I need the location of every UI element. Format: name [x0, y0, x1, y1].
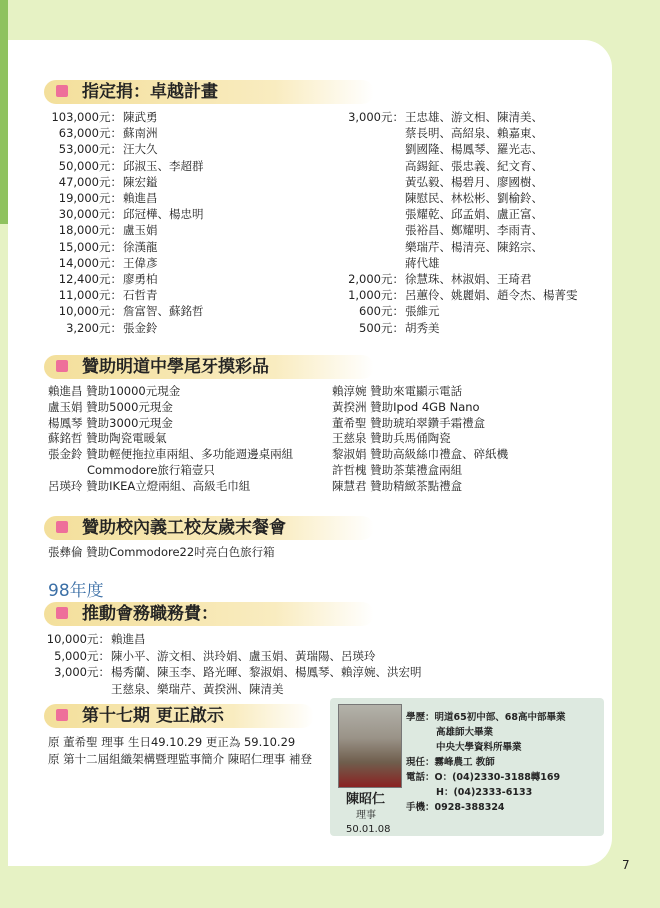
fee-names: 楊秀蘭、陳玉李、路光暉、黎淑娟、楊鳳琴、賴淳婉、洪宏明: [111, 665, 422, 679]
prize-item: 王慈泉 贊助兵馬俑陶瓷: [332, 431, 451, 446]
donor-names: 陳武勇: [123, 110, 158, 124]
bullet-square-icon: [56, 607, 68, 619]
donation-amount: 1,000元：: [348, 288, 404, 303]
donor-names: 邱淑玉、李超群: [123, 158, 204, 173]
prize-item: 賴進昌 贊助10000元現金: [48, 384, 181, 398]
donor-names: 張維元: [405, 304, 440, 319]
donor-names: 張裕昌、鄭耀明、李雨青、: [405, 223, 543, 238]
donation-amount: 3,000元：: [348, 110, 404, 124]
donation-amount: 12,400元：: [58, 272, 122, 286]
fee-amount: 5,000元：: [54, 648, 110, 663]
donation-amount: 50,000元：: [58, 158, 122, 173]
donor-names: 廖勇柏: [123, 272, 158, 286]
prize-item: Commodore旅行箱壹只: [87, 463, 215, 477]
section-title: 推動會務職務費：: [82, 604, 218, 624]
prize-item: 呂瑛玲 贊助IKEA立燈兩組、高級毛巾組: [48, 478, 251, 493]
donor-names: 王忠雄、游文相、陳清美、: [405, 110, 543, 124]
donation-amount: 53,000元：: [58, 142, 122, 157]
donor-names: 王偉彥: [123, 255, 158, 270]
donation-amount: 18,000元：: [58, 223, 122, 238]
bullet-square-icon: [56, 709, 68, 721]
bullet-square-icon: [56, 521, 68, 533]
donation-amount: 10,000元：: [58, 304, 122, 319]
profile-name: 陳昭仁: [346, 792, 386, 807]
year-heading: 98年度: [48, 581, 104, 601]
donation-amount: 63,000元：: [58, 126, 122, 141]
bullet-square-icon: [56, 360, 68, 372]
donor-names: 劉國隆、楊鳳琴、羅光志、: [405, 142, 543, 157]
donation-amount: 500元：: [359, 320, 404, 335]
profile-detail: 現任：霧峰農工 教師: [406, 757, 495, 768]
profile-detail: 中央大學資料所畢業: [436, 742, 522, 753]
donor-names: 徐慧珠、林淑娟、王琦君: [405, 272, 532, 286]
fee-amount: 10,000元：: [46, 632, 110, 646]
donor-names: 陳慰民、林松彬、劉榆鈴、: [405, 191, 543, 205]
prize-item: 許哲槐 贊助茶葉禮盒兩組: [332, 463, 463, 477]
donation-amount: 14,000元：: [58, 255, 122, 270]
section-title: 指定捐：卓越計畫: [82, 82, 218, 102]
donor-names: 張耀乾、邱孟娟、盧正富、: [405, 207, 543, 222]
donor-names: 樂瑞芹、楊清亮、陳銘宗、: [405, 239, 543, 254]
section-title: 第十七期 更正啟示: [82, 706, 224, 726]
donor-names: 呂蕙伶、姚麗娟、趙令杰、楊菁雯: [405, 288, 578, 303]
donor-names: 汪大久: [123, 142, 158, 157]
donor-names: 胡秀美: [405, 320, 440, 335]
section-header-service-fees: [44, 602, 374, 626]
section-header-year-end-prizes: [44, 355, 374, 379]
correction-line: 原 董希聖 理事 生日49.10.29 更正為 59.10.29: [48, 735, 296, 749]
section-header-correction: [44, 704, 314, 728]
prize-item: 賴淳婉 贊助來電顯示電話: [332, 384, 463, 398]
prize-item: 黎淑娟 贊助高級絲巾禮盒、碎紙機: [332, 447, 509, 462]
donor-names: 徐漢龍: [123, 239, 158, 254]
prize-item: 張金鈴 贊助輕便拖拉車兩組、多功能週邊桌兩組: [48, 447, 294, 462]
donor-names: 蔣代雄: [405, 255, 440, 270]
donor-names: 張金鈴: [123, 320, 158, 335]
profile-birth: 50.01.08: [346, 824, 391, 835]
donor-names: 陳宏鎰: [123, 174, 158, 189]
section-title: 贊助校內義工校友歲末餐會: [82, 518, 286, 538]
donation-amount: 103,000元：: [51, 110, 122, 124]
donation-amount: 2,000元：: [348, 272, 404, 286]
section-header-alumni-party: [44, 516, 374, 540]
section-title: 贊助明道中學尾牙摸彩品: [82, 357, 269, 377]
page-number: 7: [622, 858, 630, 872]
fee-amount: 3,000元：: [54, 665, 110, 679]
profile-detail: H：(04)2333-6133: [436, 787, 533, 798]
donation-amount: 47,000元：: [58, 174, 122, 189]
fee-names: 王慈泉、樂瑞芹、黃揆洲、陳清美: [111, 681, 284, 696]
donor-names: 高錫鉦、張忠義、紀文育、: [405, 158, 543, 173]
donation-amount: 30,000元：: [58, 207, 122, 222]
donation-amount: 11,000元：: [58, 288, 122, 303]
donor-names: 賴進昌: [123, 191, 158, 205]
profile-detail: 學歷：明道65初中部、68高中部畢業: [406, 712, 566, 723]
prize-item: 陳慧君 贊助精緻茶點禮盒: [332, 478, 463, 493]
donation-amount: 600元：: [359, 304, 404, 319]
profile-detail: 高雄師大畢業: [436, 727, 494, 738]
donor-names: 石哲青: [123, 288, 158, 303]
correction-line: 原 第十二屆組織架構暨理監事簡介 陳昭仁理事 補登: [48, 752, 312, 766]
donor-names: 蔡長明、高紹泉、賴嘉東、: [405, 126, 543, 141]
profile-photo: [338, 704, 402, 788]
donation-amount: 19,000元：: [58, 191, 122, 205]
donor-names: 盧玉娟: [123, 223, 158, 238]
left-color-stripe: [0, 0, 8, 224]
section-header-excellence-plan: [44, 80, 374, 104]
profile-detail: 手機：0928-388324: [406, 802, 505, 813]
prize-item: 黃揆洲 贊助Ipod 4GB Nano: [332, 399, 480, 414]
prize-item: 蘇銘哲 贊助陶瓷電暖氣: [48, 431, 167, 446]
prize-item: 盧玉娟 贊助5000元現金: [48, 399, 173, 414]
donation-amount: 3,200元：: [66, 320, 122, 335]
profile-role: 理事: [356, 810, 376, 821]
bullet-square-icon: [56, 85, 68, 97]
donor-names: 黃弘毅、楊碧月、廖國樹、: [405, 174, 543, 189]
profile-detail: 電話：O：(04)2330-3188轉169: [406, 772, 561, 783]
prize-item: 董希聖 贊助琥珀翠鑽手霜禮盒: [332, 415, 486, 430]
donor-names: 邱冠樺、楊忠明: [123, 207, 204, 222]
fee-names: 陳小平、游文相、洪玲娟、盧玉娟、黃瑞陽、呂瑛玲: [111, 648, 376, 663]
donor-names: 詹富智、蘇銘哲: [123, 304, 204, 319]
donor-names: 蘇南洲: [123, 126, 158, 141]
fee-names: 賴進昌: [111, 632, 146, 646]
prize-item: 楊鳳琴 贊助3000元現金: [48, 415, 173, 430]
party-sponsor-line: 張彝倫 贊助Commodore22吋亮白色旅行箱: [48, 545, 275, 559]
donation-amount: 15,000元：: [58, 239, 122, 254]
